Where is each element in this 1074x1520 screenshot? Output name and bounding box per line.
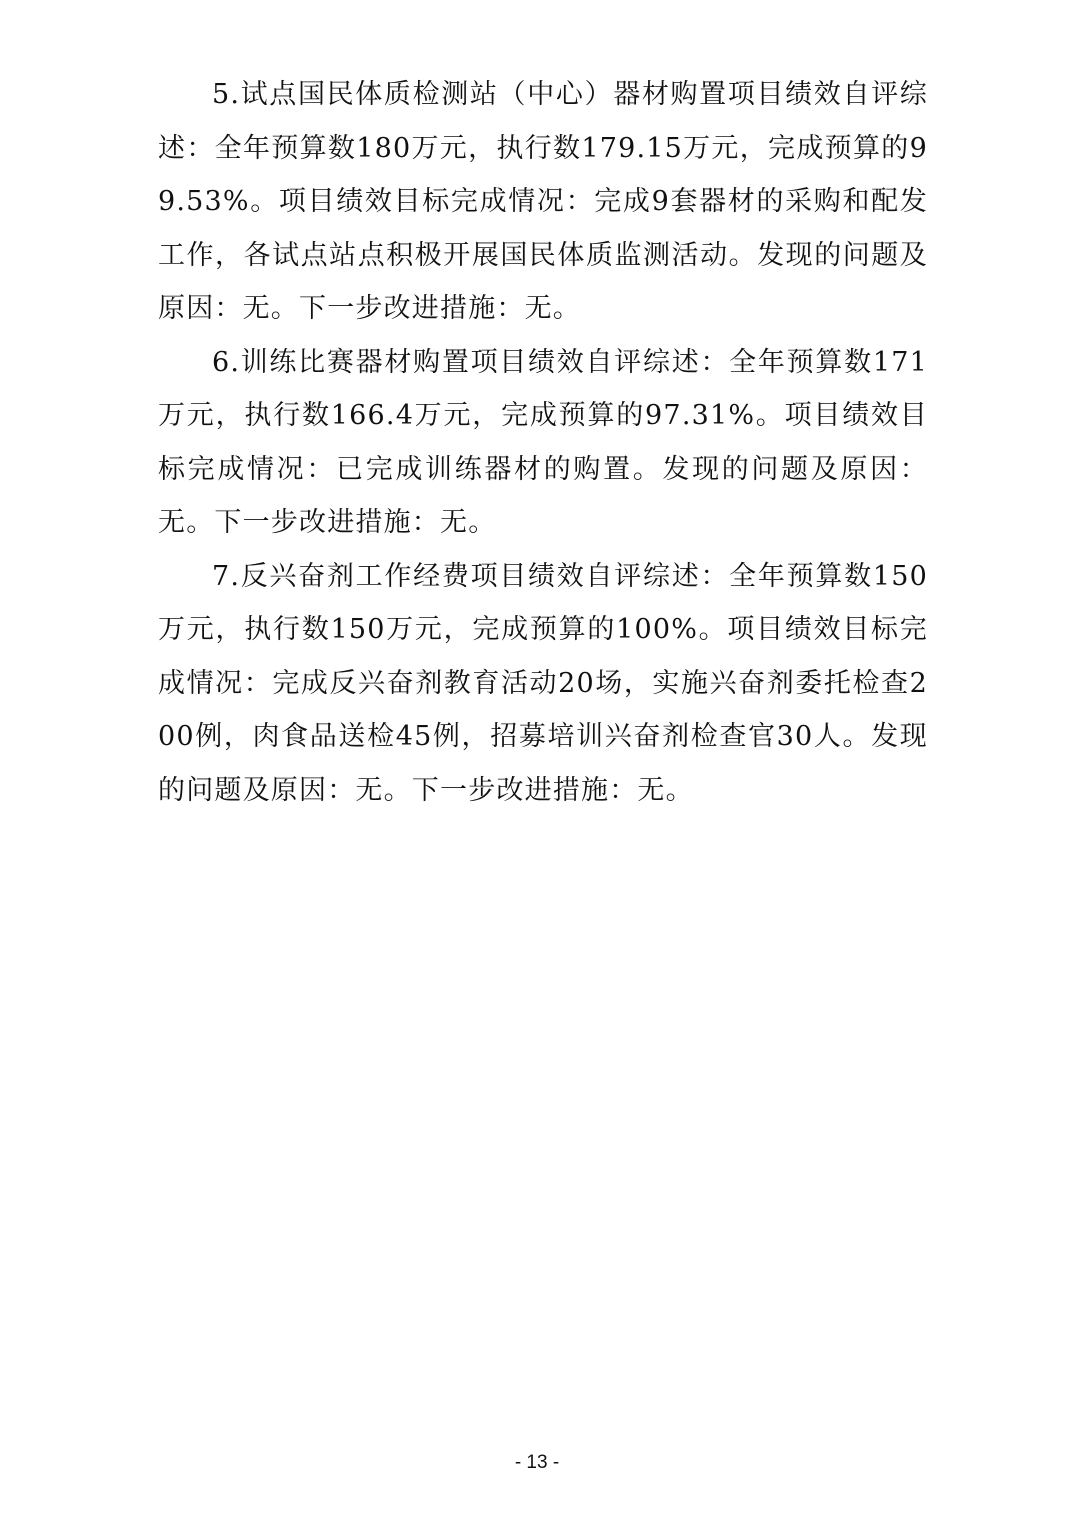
page-number: - 13 - [514,1452,560,1473]
paragraph-item-5: 5.试点国民体质检测站（中心）器材购置项目绩效自评综述：全年预算数180万元，执行数179.15万元，完成预算的99.53%。项目绩效目标完成情况：完成9套器材的采购和配发工作，各试点站点积极开展国民体质监测活动。发现的问题及原因：无。下一步改进措施：无。 [158,79,928,324]
paragraph-item-7: 7.反兴奋剂工作经费项目绩效自评综述：全年预算数150万元，执行数150万元，完成预算的100%。项目绩效目标完成情况：完成反兴奋剂教育活动20场，实施兴奋剂委托检查200例，肉食品送检45例，招募培训兴奋剂检查官30人。发现的问题及原因：无。下一步改进措施：无。 [158,560,928,806]
document-body [158,68,928,817]
paragraph-item-6: 6.训练比赛器材购置项目绩效自评综述：全年预算数171万元，执行数166.4万元，完成预算的97.31%。项目绩效目标完成情况：已完成训练器材的购置。发现的问题及原因：无。下一步改进措施：无。 [158,346,928,538]
